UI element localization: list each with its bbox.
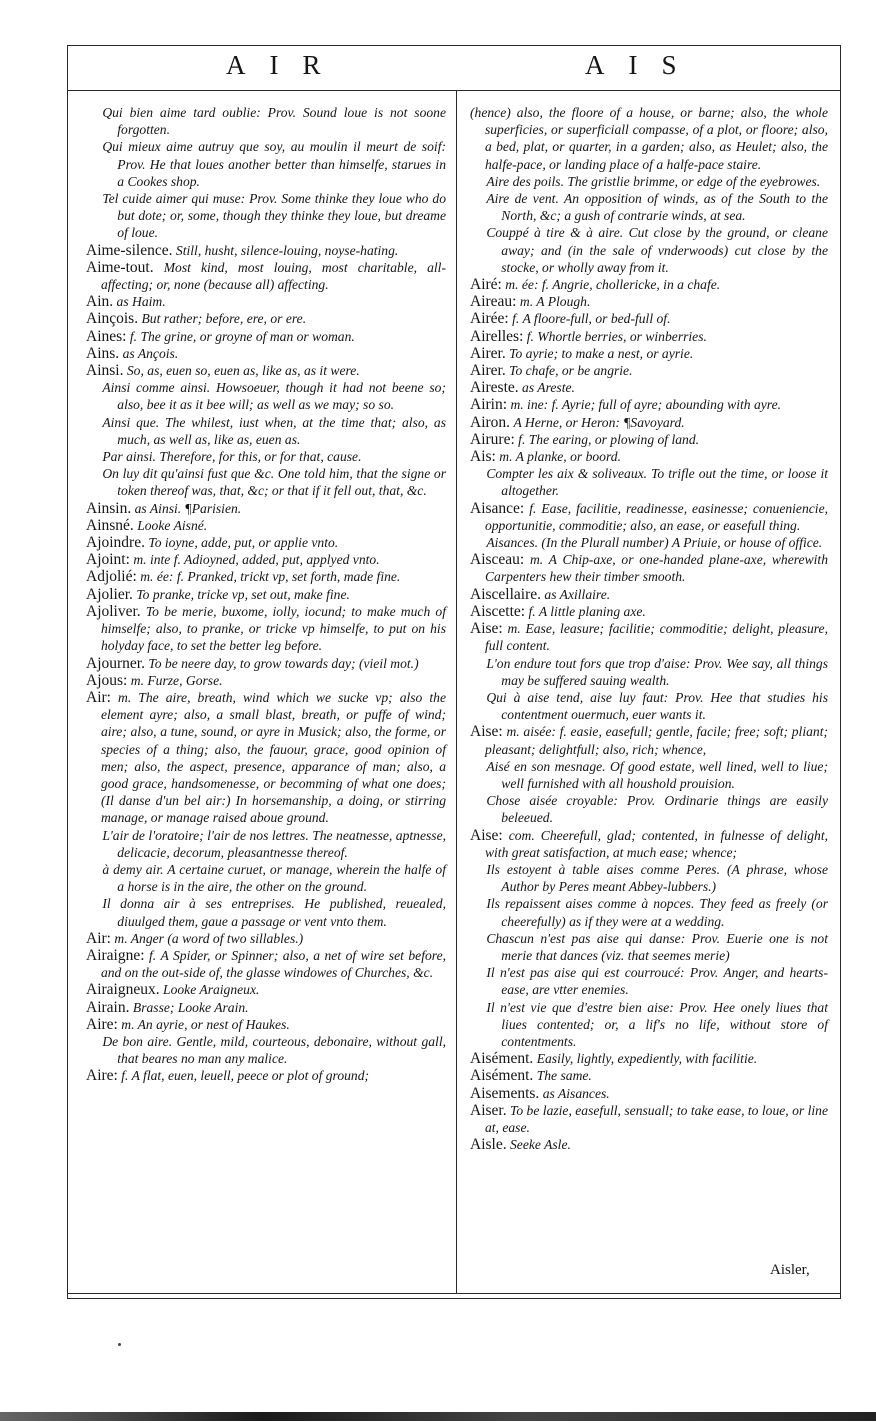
sub-entry bbox=[86, 1033, 446, 1067]
gloss: Il donna air à ses entreprises. He published, reuealed, diuulged them, gaue a passage or vent vnto them. bbox=[102, 896, 446, 929]
headword: Adjolié: bbox=[86, 568, 137, 586]
headword: Airon. bbox=[470, 413, 511, 431]
headword: Ains. bbox=[86, 344, 120, 362]
dictionary-entry bbox=[470, 396, 828, 413]
gloss: So, as, euen so, euen as, like as, as it were. bbox=[126, 363, 360, 379]
headword: Ajous: bbox=[86, 671, 128, 689]
gloss: Par ainsi. Therefore, for this, or for that, cause. bbox=[102, 449, 362, 465]
headword: Aines: bbox=[86, 327, 127, 345]
gloss: f. A Spider, or Spinner; also, a net of wire set before, and on the out-side of, the glasse windowes of Churches, &c. bbox=[100, 947, 446, 981]
dictionary-entry bbox=[86, 293, 446, 310]
gloss: To pranke, tricke vp, set out, make fine. bbox=[136, 586, 350, 602]
dictionary-entry bbox=[86, 568, 446, 585]
headword: Aireau: bbox=[470, 293, 517, 311]
gloss: Aisé en son mesnage. Of good estate, well lined, well to liue; well furnished with all houshold prouision. bbox=[486, 758, 828, 791]
running-head-right: AIS bbox=[585, 50, 701, 80]
headword: Aireste. bbox=[470, 379, 519, 397]
gloss: m. inte f. Adioyned, added, put, applyed vnto. bbox=[133, 552, 380, 568]
sub-entry bbox=[86, 465, 446, 499]
headword: Aisements. bbox=[470, 1084, 540, 1102]
sub-entry bbox=[86, 827, 446, 861]
dictionary-entry bbox=[470, 345, 828, 362]
gloss: as Axillaire. bbox=[544, 586, 611, 602]
sub-entry bbox=[470, 465, 828, 499]
left-column bbox=[86, 104, 446, 1085]
headword: Ais: bbox=[470, 448, 496, 466]
headword: Airaigneux. bbox=[86, 981, 160, 999]
headword: Airer. bbox=[470, 344, 506, 362]
scan-edge bbox=[0, 1412, 876, 1421]
gloss: To chafe, or be angrie. bbox=[509, 363, 633, 379]
headword: Ainçois. bbox=[86, 310, 139, 328]
dictionary-entry bbox=[86, 930, 446, 947]
gloss: Looke Aisné. bbox=[137, 517, 208, 533]
sub-entry bbox=[86, 379, 446, 413]
headword: Ajoliver. bbox=[86, 602, 141, 620]
gloss: m. Anger (a word of two sillables.) bbox=[114, 930, 304, 946]
gloss: Il n'est pas aise qui est courroucé: Prov. Anger, and hearts-ease, are vtter enemies. bbox=[486, 965, 828, 998]
gloss: But rather; before, ere, or ere. bbox=[141, 311, 307, 327]
dictionary-entry bbox=[86, 517, 446, 534]
headword: Aiscellaire. bbox=[470, 585, 542, 603]
headword: Ainsi. bbox=[86, 362, 124, 380]
gloss: Compter les aix & soliveaux. To trifle out the time, or loose it altogether. bbox=[486, 466, 828, 499]
gloss: To ayrie; to make a nest, or ayrie. bbox=[509, 345, 694, 361]
sub-entry bbox=[86, 861, 446, 895]
headword: Aisle. bbox=[470, 1136, 507, 1154]
dictionary-entry bbox=[86, 1016, 446, 1033]
gloss: Ainsi comme ainsi. Howsoeuer, though it had not beene so; also, bee it as it bee will; as well as we may; so so. bbox=[102, 380, 446, 413]
dictionary-entry bbox=[470, 431, 828, 448]
gloss: (hence) also, the floore of a house, or barne; also, the whole superficies, or superficiall compasse, of a plot, or floore; also, a bed, plat, or quarter, in a garden; also, as Heulet; also, the halfe-pace, or landing place of a halfe-pace staire. bbox=[470, 105, 828, 172]
headword: Airée: bbox=[470, 310, 509, 328]
gloss: To be neere day, to grow towards day; (vieil mot.) bbox=[148, 655, 419, 671]
gloss: Still, husht, silence-louing, noyse-hating. bbox=[175, 242, 399, 258]
running-head-left: AIR bbox=[226, 50, 345, 80]
gloss: f. A little planing axe. bbox=[528, 603, 646, 619]
headword: Air: bbox=[86, 929, 111, 947]
dictionary-entry bbox=[86, 672, 446, 689]
dictionary-entry bbox=[86, 534, 446, 551]
headword: Aise: bbox=[470, 620, 503, 638]
gloss: To be merie, buxome, iolly, iocund; to make much of himselfe; also, to pranke, or tricke vp himselfe, to put on his holyday face, to set the better leg before. bbox=[100, 603, 447, 654]
gloss: To ioyne, adde, put, or applie vnto. bbox=[148, 535, 339, 551]
headword: Airure: bbox=[470, 430, 515, 448]
headword: Aisance: bbox=[470, 499, 525, 517]
headword: Aisément. bbox=[470, 1050, 534, 1068]
headword: Airain. bbox=[86, 998, 130, 1016]
header-rule bbox=[67, 90, 841, 91]
dictionary-entry bbox=[86, 981, 446, 998]
dictionary-entry bbox=[86, 947, 446, 981]
headword: Aime-tout. bbox=[86, 258, 154, 276]
gloss: à demy air. A certaine curuet, or manage, wherein the halfe of a horse is in the aire, the other on the ground. bbox=[102, 861, 446, 895]
headword: Aire: bbox=[86, 1015, 118, 1033]
headword: Ainsné. bbox=[86, 516, 134, 534]
headword: Ain. bbox=[86, 293, 114, 311]
gloss: m. A Chip-axe, or one-handed plane-axe, wherewith Carpenters hew their timber smooth. bbox=[484, 552, 828, 585]
catchword: Aisler, bbox=[770, 1262, 810, 1278]
sub-entry bbox=[470, 655, 828, 689]
dictionary-entry bbox=[470, 603, 828, 620]
gloss: Qui à aise tend, aise luy faut: Prov. Hee that studies his contentment ouermuch, euer wants it. bbox=[486, 689, 828, 723]
gloss: com. Cheerefull, glad; contented, in fulnesse of delight, with great satisfaction, at much ease; whence; bbox=[484, 827, 829, 860]
dictionary-entry bbox=[470, 362, 828, 379]
headword: Airin: bbox=[470, 396, 508, 414]
sub-entry bbox=[470, 173, 828, 190]
dictionary-entry bbox=[86, 242, 446, 259]
gloss: To be lazie, easefull, sensuall; to take ease, to loue, or line at, ease. bbox=[484, 1102, 828, 1135]
footer-rule bbox=[67, 1293, 841, 1294]
sub-entry bbox=[470, 534, 828, 551]
dictionary-entry bbox=[470, 1050, 828, 1067]
sub-entry bbox=[470, 190, 828, 224]
gloss: Il n'est vie que d'estre bien aise: Prov. Hee onely liues that liues contented; or, a lif's no life, without store of contentments. bbox=[486, 999, 828, 1049]
headword: Airaigne: bbox=[86, 946, 145, 964]
dictionary-entry bbox=[86, 310, 446, 327]
sub-entry bbox=[470, 224, 828, 276]
gloss: m. aisée: f. easie, easefull; gentle, facile; free; soft; pliant; pleasant; delightfull; also, rich; whence, bbox=[484, 724, 828, 757]
dictionary-entry bbox=[470, 1136, 828, 1153]
dictionary-entry bbox=[470, 379, 828, 396]
headword: Air: bbox=[86, 688, 111, 706]
sub-entry bbox=[470, 895, 828, 929]
gloss: as Areste. bbox=[522, 380, 575, 396]
dictionary-entry bbox=[86, 603, 446, 655]
gloss: as Ainsi. ¶Parisien. bbox=[134, 500, 242, 516]
gloss: as Ançois. bbox=[122, 345, 179, 361]
dictionary-entry bbox=[86, 586, 446, 603]
gloss: Seeke Asle. bbox=[510, 1137, 571, 1153]
dictionary-entry bbox=[470, 293, 828, 310]
gloss: Aisances. (In the Plurall number) A Priuie, or house of office. bbox=[486, 535, 823, 551]
gloss: The same. bbox=[536, 1068, 592, 1084]
gloss: m. An ayrie, or nest of Haukes. bbox=[121, 1016, 290, 1032]
dictionary-entry bbox=[86, 328, 446, 345]
dictionary-entry bbox=[86, 999, 446, 1016]
gloss: L'air de l'oratoire; l'air de nos lettres. The neatnesse, aptnesse, delicacie, decorum, pleasantnesse thereof. bbox=[102, 827, 446, 860]
dictionary-entry bbox=[470, 1102, 828, 1136]
gloss: m. The aire, breath, wind which we sucke vp; also the element ayre; also, a small blast, breath, or puffe of wind; aire; also, a tune, sound, or ayre in Musick; also, the forme, or species of a thing; also, the fauour, grace, good opinion of men; also, the aspect, presence, apparance of man; also, a good grace, handsomenesse, or becomming of what one does; (Il danse d'un bel air:) In horsemanship, a doing, or stirring manage, or manage raised aboue ground. bbox=[100, 689, 446, 826]
gloss: f. The earing, or plowing of land. bbox=[518, 431, 700, 447]
dictionary-entry bbox=[86, 689, 446, 827]
sub-entry bbox=[86, 104, 446, 138]
gloss: Most kind, most louing, most charitable, all-affecting; or, none (because all) affecting. bbox=[100, 259, 446, 293]
gloss: f. The grine, or groyne of man or woman. bbox=[129, 328, 355, 344]
headword: Aime-silence. bbox=[86, 241, 173, 259]
gloss: A Herne, or Heron: ¶Savoyard. bbox=[513, 414, 685, 430]
column-divider bbox=[456, 90, 457, 1293]
gloss: On luy dit qu'ainsi fust que &c. One told him, that the signe or token thereof was, that, &c; or that if it fell out, that, &c. bbox=[102, 466, 446, 499]
dictionary-entry bbox=[470, 328, 828, 345]
sub-entry bbox=[86, 138, 446, 190]
gloss: De bon aire. Gentle, mild, courteous, debonaire, without gall, that beares no man any malice. bbox=[102, 1033, 446, 1067]
headword: Ajoindre. bbox=[86, 534, 145, 552]
sub-entry bbox=[470, 999, 828, 1051]
gloss: Chose aisée croyable: Prov. Ordinarie things are easily beleeued. bbox=[486, 793, 828, 826]
headword: Aire: bbox=[86, 1067, 118, 1085]
headword: Airer. bbox=[470, 362, 506, 380]
dictionary-entry bbox=[86, 362, 446, 379]
headword: Aise: bbox=[470, 723, 503, 741]
sub-entry bbox=[470, 964, 828, 998]
gloss: L'on endure tout fors que trop d'aise: Prov. Wee say, all things may be suffered sauing wealth. bbox=[486, 655, 828, 688]
dictionary-entry bbox=[86, 1067, 446, 1084]
gloss: Ainsi que. The whilest, iust when, at the time that; also, as much, as well as, like as, euen as. bbox=[102, 414, 446, 447]
gloss: m. A Plough. bbox=[519, 294, 591, 310]
gloss: Ils estoyent à table aises comme Peres. (A phrase, whose Author by Peres meant Abbey-lubbers.) bbox=[486, 861, 828, 895]
headword: Aisément. bbox=[470, 1067, 534, 1085]
dictionary-entry bbox=[470, 1067, 828, 1084]
gloss: Chascun n'est pas aise qui danse: Prov. Euerie one is not merie that dances (viz. that seemes merie) bbox=[486, 930, 828, 963]
headword: Aise: bbox=[470, 826, 503, 844]
sub-entry bbox=[470, 930, 828, 964]
gloss: m. Ease, leasure; facilitie; commoditie; delight, pleasure, full content. bbox=[484, 621, 828, 654]
headword: Airelles: bbox=[470, 327, 524, 345]
sub-entry bbox=[86, 895, 446, 929]
gloss: Brasse; Looke Arain. bbox=[132, 999, 249, 1015]
headword: Ajolier. bbox=[86, 585, 133, 603]
dictionary-entry bbox=[470, 723, 828, 757]
gloss: Ils repaissent aises comme à nopces. They feed as freely (or cheerefully) as if they were at a wedding. bbox=[486, 896, 828, 929]
dictionary-entry bbox=[470, 620, 828, 654]
headword: Aisceau: bbox=[470, 551, 525, 569]
dictionary-entry bbox=[86, 259, 446, 293]
gloss: f. A flat, euen, leuell, peece or plot of ground; bbox=[121, 1068, 370, 1084]
dictionary-entry bbox=[470, 448, 828, 465]
dictionary-entry bbox=[86, 500, 446, 517]
gloss: m. ée: f. Angrie, chollericke, in a chafe. bbox=[505, 277, 721, 293]
gloss: Qui bien aime tard oublie: Prov. Sound loue is not soone forgotten. bbox=[102, 105, 446, 138]
gloss: Qui mieux aime autruy que soy, au moulin il meurt de soif: Prov. He that loues another better than himselfe, starues in a Cookes shop. bbox=[102, 139, 446, 189]
gloss: as Haim. bbox=[116, 294, 166, 310]
gloss: m. ée: f. Pranked, trickt vp, set forth, made fine. bbox=[140, 569, 401, 585]
gloss: Easily, lightly, expediently, with facilitie. bbox=[536, 1051, 758, 1067]
headword: Ajoint: bbox=[86, 551, 130, 569]
sub-entry bbox=[470, 689, 828, 723]
sub-entry bbox=[470, 758, 828, 792]
dictionary-entry bbox=[86, 655, 446, 672]
headword: Ajourner. bbox=[86, 654, 145, 672]
dictionary-entry bbox=[470, 414, 828, 431]
sub-entry bbox=[470, 792, 828, 826]
dictionary-entry bbox=[470, 1085, 828, 1102]
gloss: Looke Araigneux. bbox=[163, 982, 260, 998]
sub-entry bbox=[86, 414, 446, 448]
gloss: Tel cuide aimer qui muse: Prov. Some thinke they loue who do but dote; or, some, though they thinke they loue, but dreame of loue. bbox=[102, 191, 446, 241]
dictionary-entry bbox=[470, 104, 828, 173]
sub-entry bbox=[470, 861, 828, 895]
gloss: f. Ease, facilitie, readinesse, easinesse; conueniencie, opportunitie, commoditie; also, an ease, or easefull thing. bbox=[484, 500, 829, 533]
dictionary-entry bbox=[86, 551, 446, 568]
gloss: Aire des poils. The gristlie brimme, or edge of the eyebrowes. bbox=[486, 173, 821, 189]
dictionary-entry bbox=[470, 586, 828, 603]
right-column bbox=[470, 104, 828, 1153]
headword: Ainsin. bbox=[86, 499, 132, 517]
dictionary-entry bbox=[86, 345, 446, 362]
gloss: as Aisances. bbox=[542, 1085, 610, 1101]
gloss: Couppé à tire & à aire. Cut close by the ground, or cleane away; and (in the sale of vnderwoods) cut close by the stocke, or wholly away from it. bbox=[486, 225, 828, 275]
gloss: m. ine: f. Ayrie; full of ayre; abounding with ayre. bbox=[510, 397, 782, 413]
dictionary-entry bbox=[470, 827, 828, 861]
dictionary-entry bbox=[470, 551, 828, 585]
dictionary-entry bbox=[470, 276, 828, 293]
gloss: f. A floore-full, or bed-full of. bbox=[512, 311, 671, 327]
dictionary-entry bbox=[470, 310, 828, 327]
headword: Airé: bbox=[470, 276, 502, 294]
headword: Aiscette: bbox=[470, 602, 526, 620]
sub-entry bbox=[86, 190, 446, 242]
sub-entry bbox=[86, 448, 446, 465]
gloss: Aire de vent. An opposition of winds, as of the South to the North, &c; a gush of contrarie winds, at sea. bbox=[486, 191, 828, 224]
dictionary-entry bbox=[470, 500, 828, 534]
gloss: m. Furze, Gorse. bbox=[130, 672, 223, 688]
gloss: m. A planke, or boord. bbox=[499, 449, 621, 465]
gloss: f. Whortle berries, or winberries. bbox=[526, 328, 707, 344]
ink-speck bbox=[118, 1343, 121, 1346]
headword: Aiser. bbox=[470, 1101, 507, 1119]
